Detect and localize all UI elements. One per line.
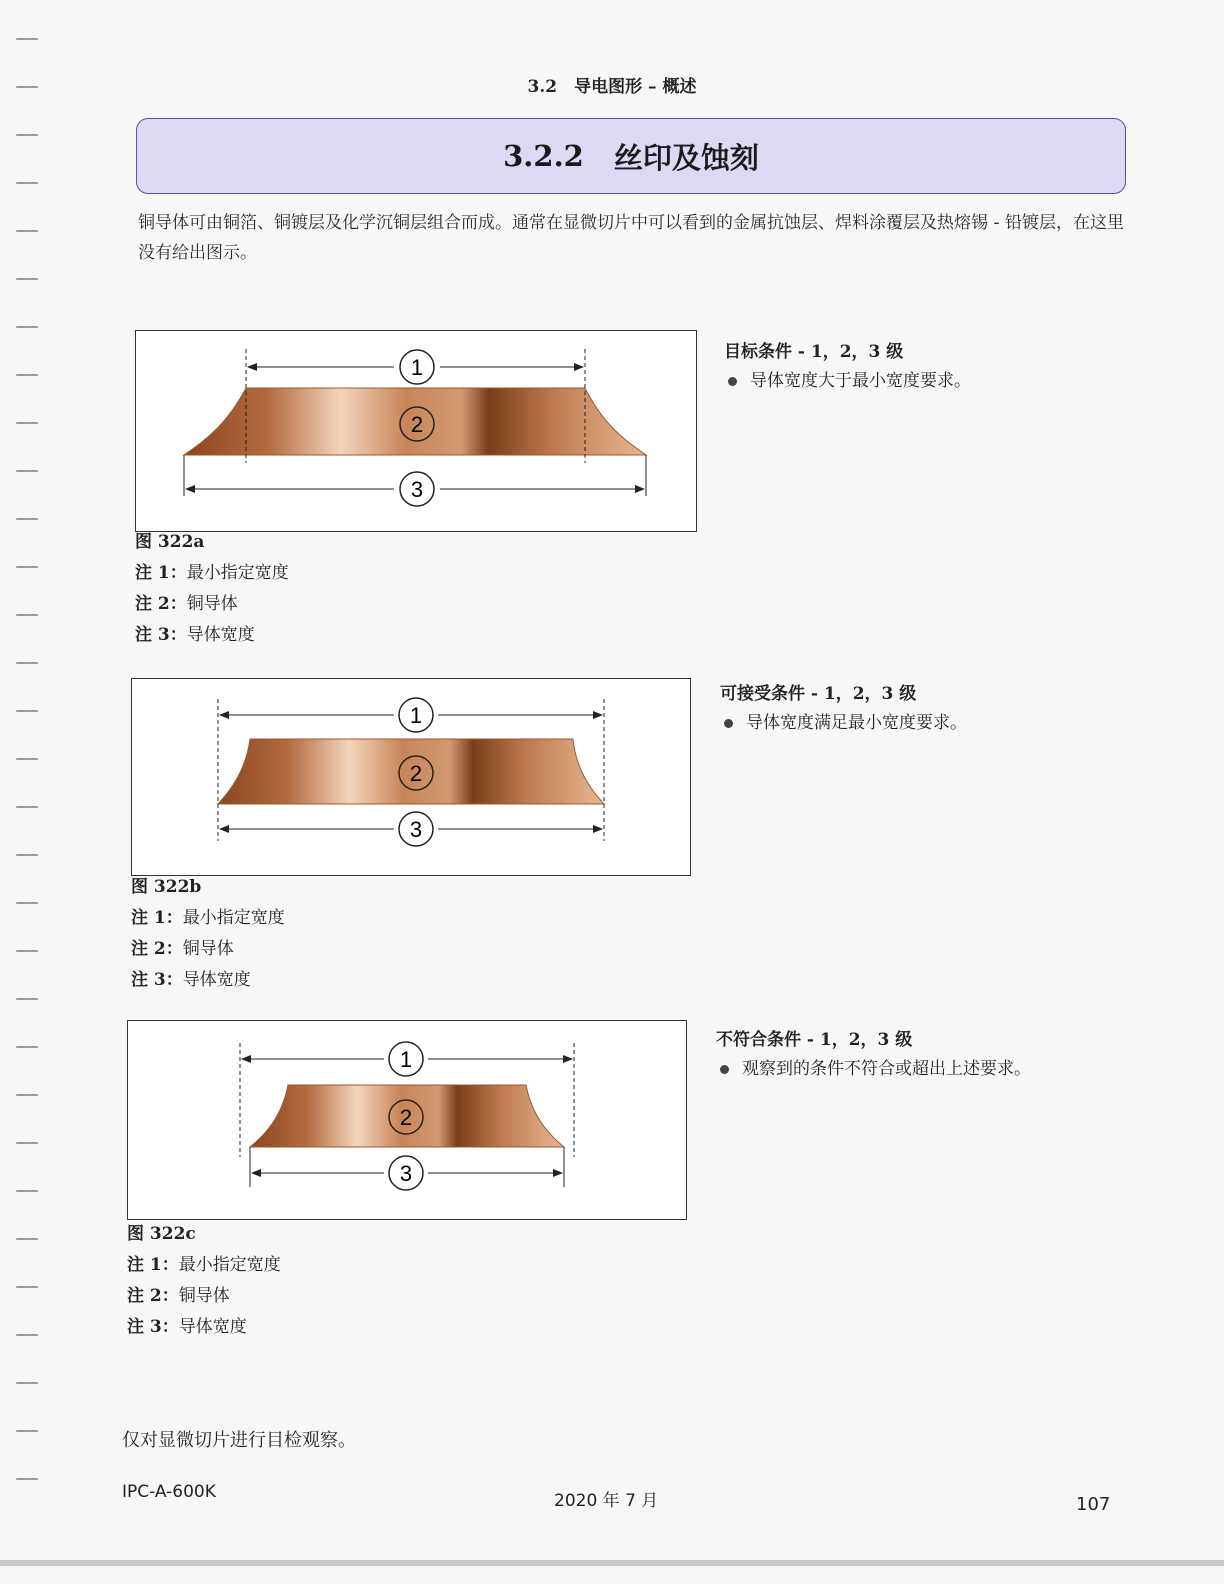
condition-bullet: 导体宽度满足最小宽度要求。 <box>746 713 967 733</box>
note-label: 注 2： <box>135 594 187 614</box>
target-condition <box>724 338 1164 396</box>
condition-title: 可接受条件 - 1，2，3 级 <box>720 684 917 704</box>
nonconforming-condition <box>716 1026 1156 1084</box>
condition-title: 目标条件 - 1，2，3 级 <box>724 342 904 362</box>
marker-1: 1 <box>410 355 424 380</box>
note-text: 导体宽度 <box>186 625 255 645</box>
marker-1: 1 <box>399 1047 413 1072</box>
figure-322c-caption <box>127 1219 281 1343</box>
note-text: 导体宽度 <box>182 970 251 990</box>
figure-label: 图 322a <box>135 532 205 552</box>
document-date: 2020 年 7 月 <box>554 1491 659 1511</box>
note-text: 铜导体 <box>178 1286 230 1306</box>
footer-note: 仅对显微切片进行目检观察。 <box>122 1430 356 1451</box>
note-label: 注 3： <box>135 625 187 645</box>
condition-bullet: 导体宽度大于最小宽度要求。 <box>750 371 971 391</box>
note-text: 最小指定宽度 <box>186 563 289 583</box>
figure-322c <box>127 1020 687 1220</box>
section-title: 丝印及蚀刻 <box>613 140 759 175</box>
page-number: 107 <box>1076 1494 1111 1515</box>
note-text: 导体宽度 <box>178 1317 247 1337</box>
marker-3: 3 <box>410 477 424 502</box>
note-text: 铜导体 <box>182 939 234 959</box>
figure-322b <box>131 678 691 876</box>
bullet-icon <box>720 1065 729 1074</box>
section-number: 3.2.2 <box>503 139 584 173</box>
scan-edge <box>0 1560 1224 1566</box>
condition-title: 不符合条件 - 1，2，3 级 <box>716 1030 913 1050</box>
note-label: 注 2： <box>131 939 183 959</box>
marker-2: 2 <box>399 1105 413 1130</box>
note-label: 注 1： <box>135 563 187 583</box>
note-label: 注 1： <box>131 908 183 928</box>
figure-label: 图 322b <box>131 877 202 897</box>
binding-holes <box>16 30 46 1530</box>
note-text: 最小指定宽度 <box>178 1255 281 1275</box>
figure-322a <box>135 330 697 532</box>
figure-322a-caption <box>135 527 289 651</box>
note-label: 注 2： <box>127 1286 179 1306</box>
note-label: 注 1： <box>127 1255 179 1275</box>
marker-1: 1 <box>409 703 423 728</box>
note-text: 铜导体 <box>186 594 238 614</box>
marker-3: 3 <box>409 817 423 842</box>
document-id: IPC-A-600K <box>122 1482 216 1502</box>
marker-3: 3 <box>399 1161 413 1186</box>
figure-label: 图 322c <box>127 1224 196 1244</box>
bullet-icon <box>728 377 737 386</box>
intro-paragraph: 铜导体可由铜箔、铜镀层及化学沉铜层组合而成。通常在显微切片中可以看到的金属抗蚀层、焊料涂覆层及热熔锡 - 铅镀层，在这里没有给出图示。 <box>138 213 1124 263</box>
condition-bullet: 观察到的条件不符合或超出上述要求。 <box>742 1059 1031 1079</box>
figure-322b-caption <box>131 872 285 996</box>
marker-2: 2 <box>410 412 424 437</box>
section-title-box <box>136 118 1126 194</box>
section-header: 3.2 导电图形 – 概述 <box>527 77 697 97</box>
bullet-icon <box>724 719 733 728</box>
marker-2: 2 <box>409 761 423 786</box>
acceptable-condition <box>720 680 1160 738</box>
note-text: 最小指定宽度 <box>182 908 285 928</box>
note-label: 注 3： <box>127 1317 179 1337</box>
note-label: 注 3： <box>131 970 183 990</box>
